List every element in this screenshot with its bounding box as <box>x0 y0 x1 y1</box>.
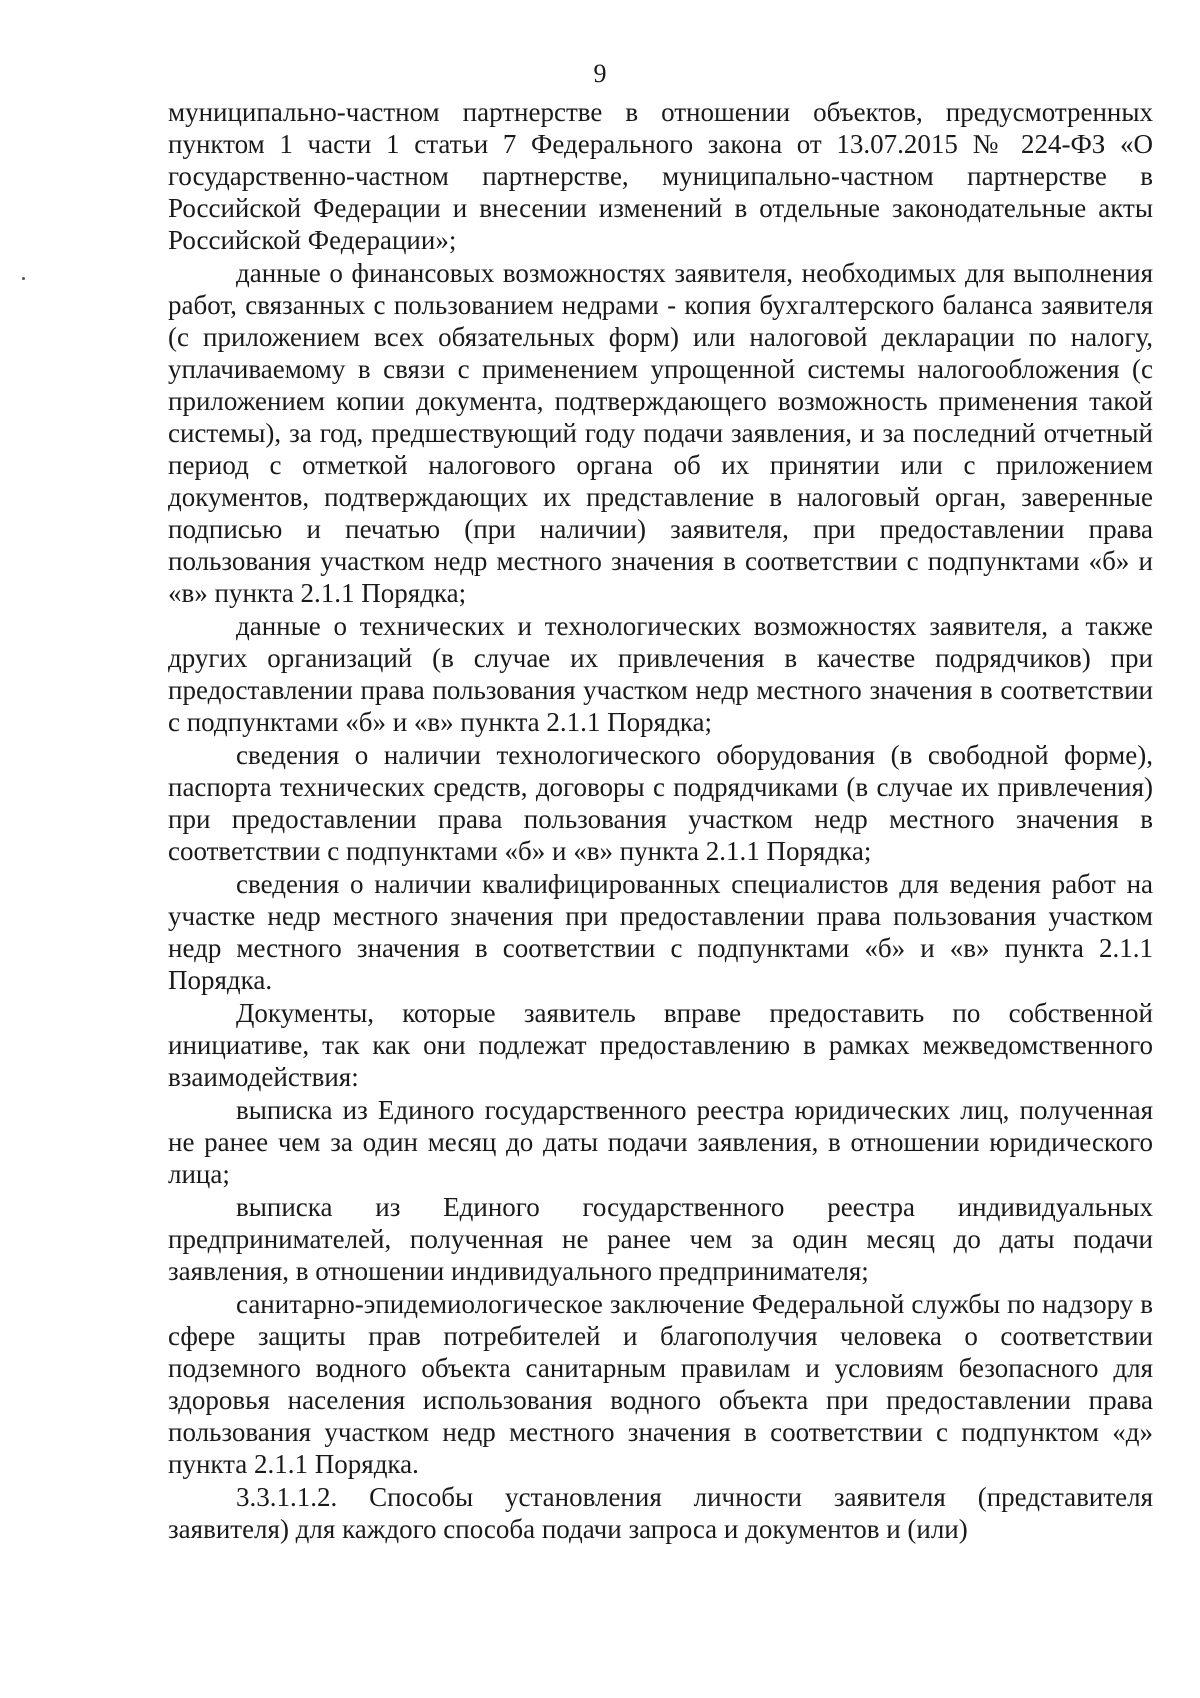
paragraph-continuation: муниципально-частном партнерстве в отношении объектов, предусмотренных пунктом 1 части 1 статьи 7 Федерального закона от 13.07.2015 № 224-ФЗ «О государственно-частном партнерстве, муниципально-частном партнерстве в Российской Федерации и внесении изменений в отдельные законодательные акты Российской Федерации»; <box>168 97 1153 255</box>
paragraph-financial-data: данные о финансовых возможностях заявителя, необходимых для выполнения работ, связанных с пользованием недрами - копия бухгалтерского баланса заявителя (с приложением всех обязательных форм) или налоговой декларации по налогу, уплачиваемому в связи с применением упрощенной системы налогообложения (с приложением копии документа, подтверждающего возможность применения такой системы), за год, предшествующий году подачи заявления, и за последний отчетный период с отметкой налогового органа об их принятии или с приложением документов, подтверждающих их представление в налоговый орган, заверенные подписью и печатью (при наличии) заявителя, при предоставлении права пользования участком недр местного значения в соответствии с подпунктами «б» и «в» пункта 2.1.1 Порядка; <box>168 258 1153 608</box>
document-body <box>168 96 1153 1545</box>
scan-speck <box>22 277 25 280</box>
paragraph-technical-capabilities: данные о технических и технологических возможностях заявителя, а также других организаций (в случае их привлечения в качестве подрядчиков) при предоставлении права пользования участком недр местного значения в соответствии с подпунктами «б» и «в» пункта 2.1.1 Порядка; <box>168 611 1153 737</box>
paragraph-optional-documents: Документы, которые заявитель вправе предоставить по собственной инициативе, так как они подлежат предоставлению в рамках межведомственного взаимодействия: <box>168 998 1153 1092</box>
page-number: 9 <box>593 59 607 88</box>
paragraph-section-3-3-1-1-2: 3.3.1.1.2. Способы установления личности заявителя (представителя заявителя) для каждого способа подачи запроса и документов и (или) <box>168 1482 1153 1544</box>
paragraph-equipment-info: сведения о наличии технологического оборудования (в свободной форме), паспорта технических средств, договоры с подрядчиками (в случае их привлечения) при предоставлении права пользования участком недр местного значения в соответствии с подпунктами «б» и «в» пункта 2.1.1 Порядка; <box>168 740 1153 866</box>
paragraph-egrul-extract: выписка из Единого государственного реестра юридических лиц, полученная не ранее чем за один месяц до даты подачи заявления, в отношении юридического лица; <box>168 1095 1153 1189</box>
paragraph-specialists-info: сведения о наличии квалифицированных специалистов для ведения работ на участке недр местного значения при предоставлении права пользования участком недр местного значения в соответствии с подпунктами «б» и «в» пункта 2.1.1 Порядка. <box>168 869 1153 995</box>
paragraph-sanitary-conclusion: санитарно-эпидемиологическое заключение Федеральной службы по надзору в сфере защиты прав потребителей и благополучия человека о соответствии подземного водного объекта санитарным правилам и условиям безопасного для здоровья населения использования водного объекта при предоставлении права пользования участком недр местного значения в соответствии с подпунктом «д» пункта 2.1.1 Порядка. <box>168 1289 1153 1479</box>
paragraph-egrip-extract: выписка из Единого государственного реестра индивидуальных предпринимателей, полученная не ранее чем за один месяц до даты подачи заявления, в отношении индивидуального предпринимателя; <box>168 1192 1153 1286</box>
